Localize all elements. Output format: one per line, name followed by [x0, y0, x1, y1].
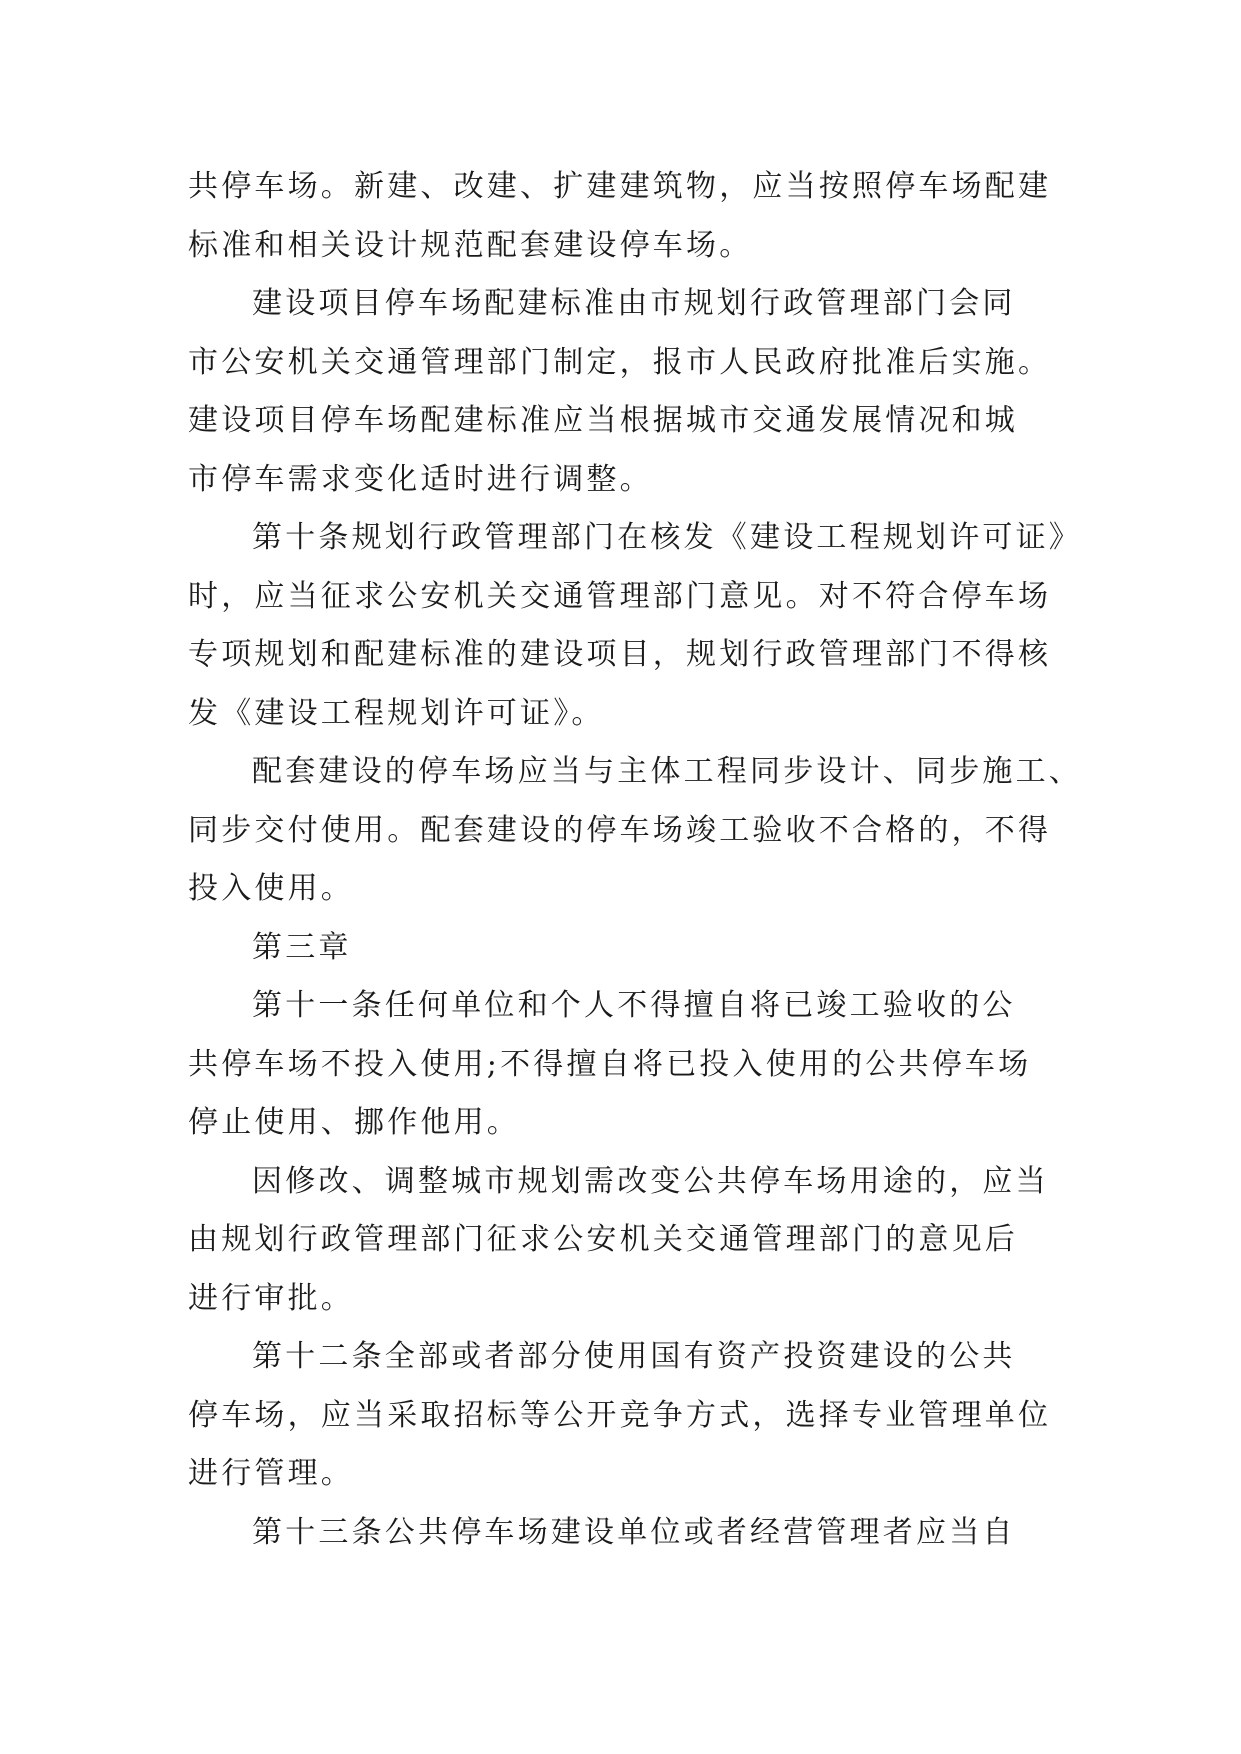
text-line: 停车场，应当采取招标等公开竞争方式，选择专业管理单位: [188, 1397, 1052, 1433]
text-line: 发《建设工程规划许可证》。: [188, 695, 605, 731]
text-line: 进行管理。: [188, 1456, 354, 1491]
text-line: 第十一条任何单位和个人不得擅自将已竣工验收的公: [252, 988, 1016, 1023]
text-line: 专项规划和配建标准的建设项目，规划行政管理部门不得核: [188, 637, 1052, 672]
text-line: 投入使用。: [188, 871, 354, 906]
text-line: 共停车场不投入使用;不得擅自将已投入使用的公共停车场: [188, 1046, 1032, 1082]
text-line: 第十条规划行政管理部门在核发《建设工程规划许可证》: [252, 520, 1082, 555]
text-line: 第十二条全部或者部分使用国有资产投资建设的公共: [252, 1339, 1016, 1374]
text-line: 标准和相关设计规范配套建设停车场。: [188, 227, 753, 263]
text-line: 第三章: [252, 929, 352, 965]
document-body: [188, 158, 1082, 1562]
text-line: 第十三条公共停车场建设单位或者经营管理者应当自: [252, 1514, 1016, 1550]
text-line: 市公安机关交通管理部门制定，报市人民政府批准后实施。: [188, 344, 1052, 380]
text-line: 停止使用、挪作他用。: [188, 1105, 520, 1140]
text-line: 时，应当征求公安机关交通管理部门意见。对不符合停车场: [188, 578, 1052, 614]
text-line: 共停车场。新建、改建、扩建建筑物，应当按照停车场配建: [188, 169, 1052, 204]
text-line: 市停车需求变化适时进行调整。: [188, 461, 653, 497]
text-line: 建设项目停车场配建标准应当根据城市交通发展情况和城: [188, 403, 1018, 438]
text-line: 进行审批。: [188, 1280, 354, 1316]
text-line: 同步交付使用。配套建设的停车场竣工验收不合格的，不得: [188, 812, 1052, 848]
text-line: 配套建设的停车场应当与主体工程同步设计、同步施工、: [252, 754, 1082, 789]
text-line: 因修改、调整城市规划需改变公共停车场用途的，应当: [252, 1163, 1049, 1199]
text-line: 由规划行政管理部门征求公安机关交通管理部门的意见后: [188, 1222, 1018, 1257]
text-line: 建设项目停车场配建标准由市规划行政管理部门会同: [252, 286, 1016, 321]
